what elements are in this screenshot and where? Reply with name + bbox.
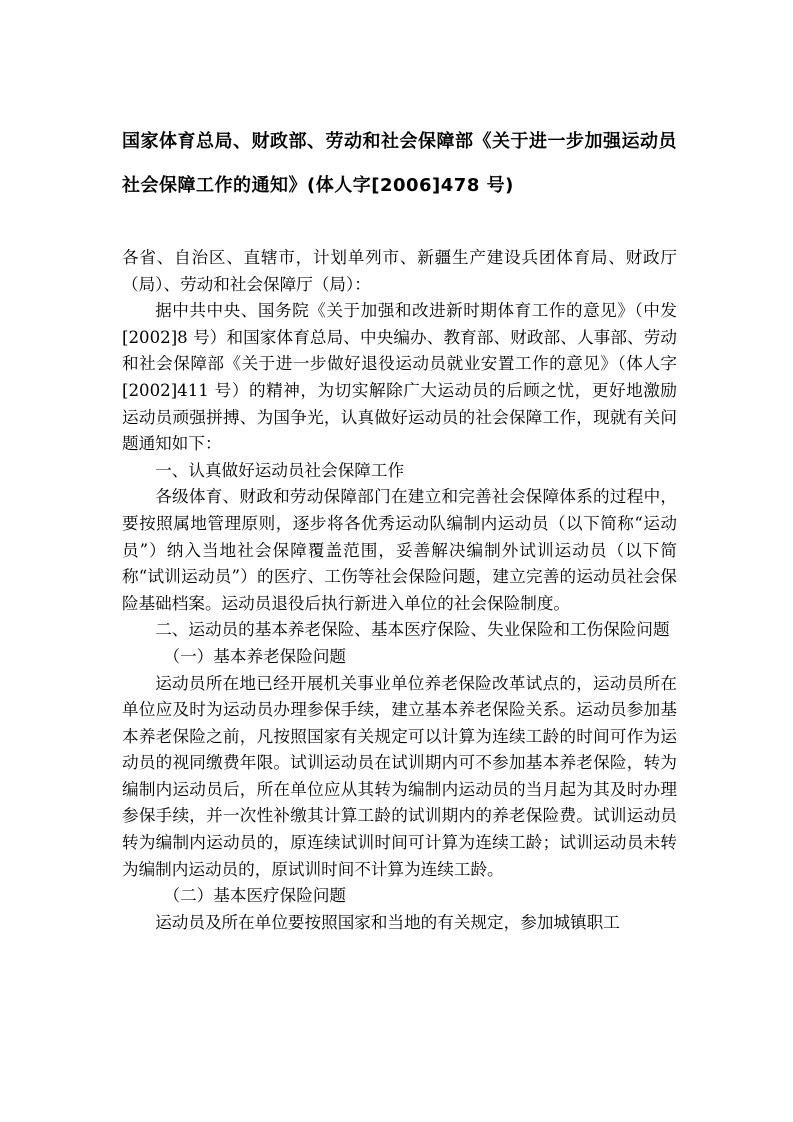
section-heading-2: 二、运动员的基本养老保险、基本医疗保险、失业保险和工伤保险问题 xyxy=(155,620,670,640)
salutation-paragraph: 各省、自治区、直辖市，计划单列市、新疆生产建设兵团体育局、财政厅（局）、劳动和社会保障厅（局）： xyxy=(122,248,677,294)
section-heading-1: 一、认真做好运动员社会保障工作 xyxy=(155,460,405,480)
intro-paragraph: 据中共中央、国务院《关于加强和改进新时期体育工作的意见》（中发[2002]8 号）和国家体育总局、中央编办、教育部、财政部、人事部、劳动和社会保障部《关于进一步做好退役运动员就业安置工作的意见》（体人字[2002]411 号）的精神，为切实解除广大运动员的后顾之忧，更好地激励运动员顽强拼搏、为国争光，认真做好运动员的社会保障工作，现就有关问题通知如下： xyxy=(122,301,677,454)
subsection-heading-pension: （一）基本养老保险问题 xyxy=(163,646,347,666)
document-title-line-1: 国家体育总局、财政部、劳动和社会保障部《关于进一步加强运动员 xyxy=(122,131,677,152)
medical-paragraph: 运动员及所在单位要按照国家和当地的有关规定，参加城镇职工 xyxy=(155,912,620,932)
section-1-paragraph: 各级体育、财政和劳动保障部门在建立和完善社会保障体系的过程中，要按照属地管理原则，逐步将各优秀运动队编制内运动员（以下简称“运动员”）纳入当地社会保障覆盖范围，妥善解决编制外试训运动员（以下简称“试训运动员”）的医疗、工伤等社会保险问题，建立完善的运动员社会保险基础档案。运动员退役后执行新进入单位的社会保险制度。 xyxy=(122,487,677,613)
pension-paragraph: 运动员所在地已经开展机关事业单位养老保险改革试点的，运动员所在单位应及时为运动员办理参保手续，建立基本养老保险关系。运动员参加基本养老保险之前，凡按照国家有关规定可以计算为连续工龄的时间可作为运动员的视同缴费年限。试训运动员在试训期内可不参加基本养老保险，转为编制内运动员后，所在单位应从其转为编制内运动员的当月起为其及时办理参保手续，并一次性补缴其计算工龄的试训期内的养老保险费。试训运动员转为编制内运动员的，原连续试训时间可计算为连续工龄；试训运动员未转为编制内运动员的，原试训时间不计算为连续工龄。 xyxy=(122,673,677,879)
document-body xyxy=(122,245,677,936)
document-title-line-2: 社会保障工作的通知》(体人字[2006]478 号) xyxy=(122,175,514,196)
subsection-heading-medical: （二）基本医疗保险问题 xyxy=(163,886,347,906)
